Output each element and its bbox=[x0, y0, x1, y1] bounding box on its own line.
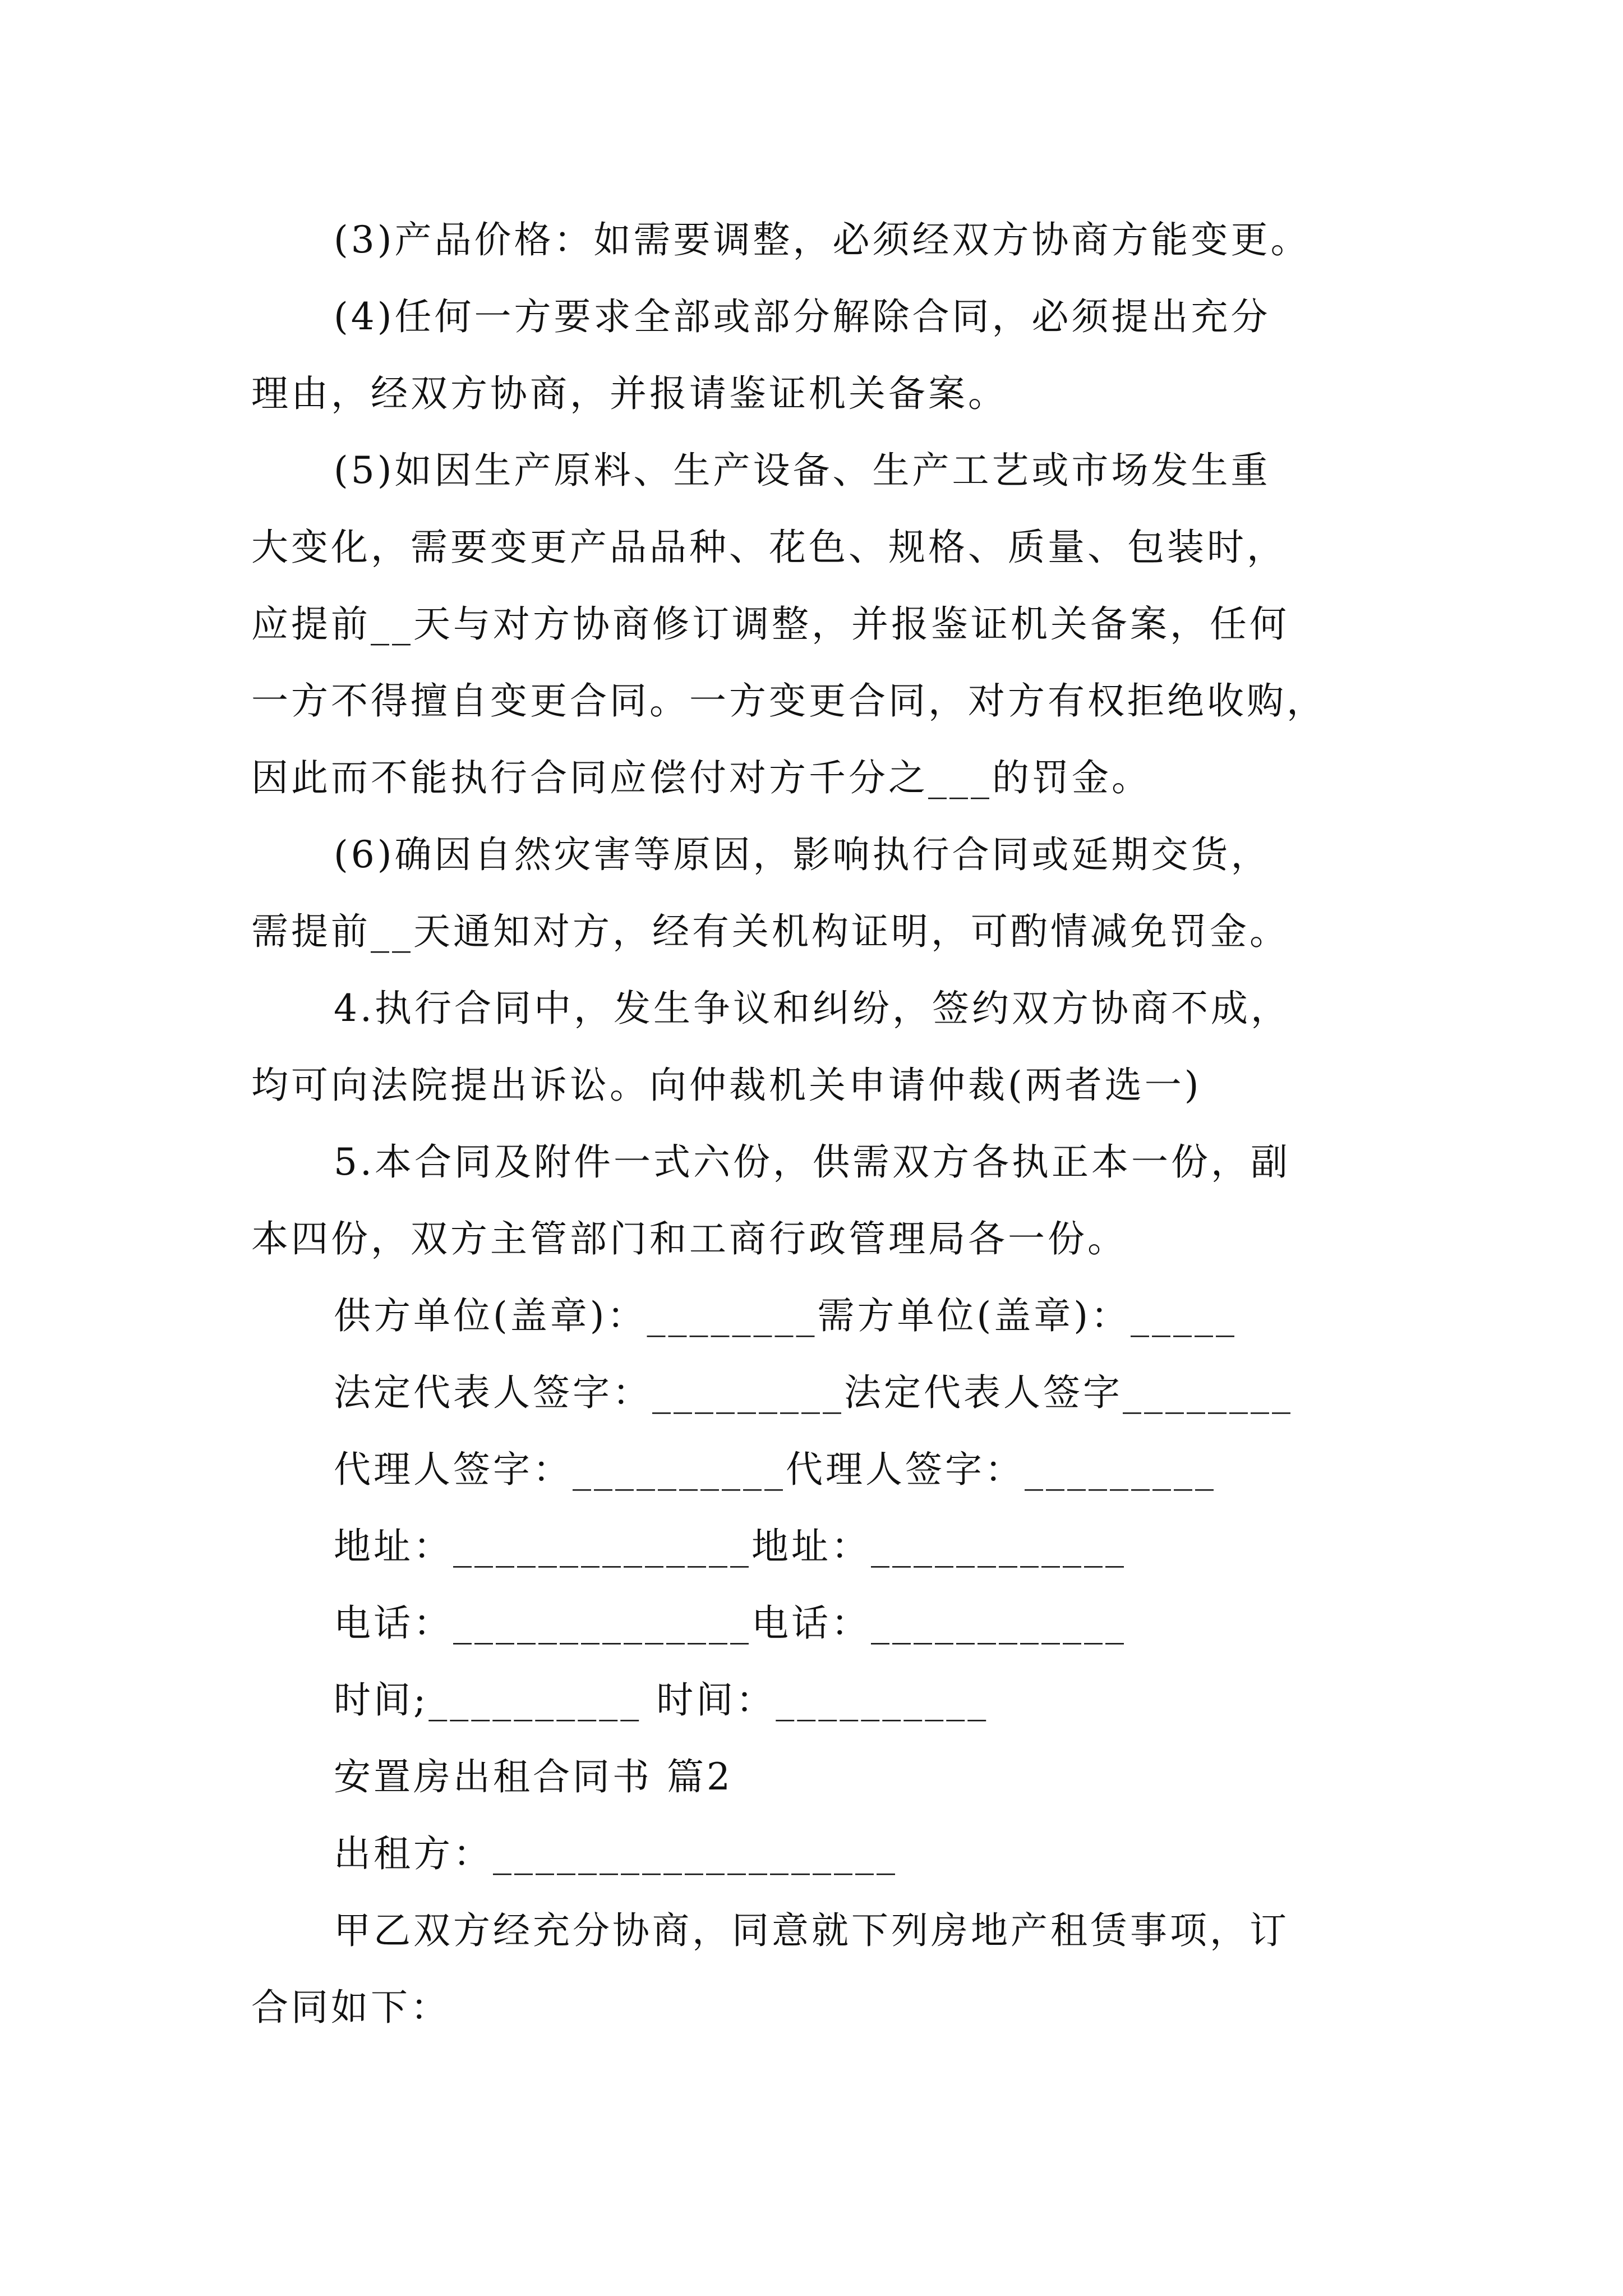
clause-5-change-line2: 大变化，需要变更产品品种、花色、规格、质量、包装时， bbox=[251, 526, 1287, 569]
clause-5-change-line1: (5)如因生产原料、生产设备、生产工艺或市场发生重 bbox=[334, 449, 1271, 492]
section-5-copies-line2: 本四份，双方主管部门和工商行政管理局各一份。 bbox=[251, 1217, 1127, 1260]
signature-phone: 电话：______________电话：____________ bbox=[334, 1602, 1127, 1645]
clause-5-change-line5: 因此而不能执行合同应偿付对方千分之___的罚金。 bbox=[251, 756, 1151, 799]
agreement-intro-line1: 甲乙双方经充分协商，同意就下列房地产租赁事项，订 bbox=[334, 1909, 1289, 1952]
clause-6-force-majeure-line1: (6)确因自然灾害等原因，影响执行合同或延期交货， bbox=[334, 833, 1271, 876]
signature-address: 地址：______________地址：____________ bbox=[334, 1525, 1127, 1568]
clause-5-change-line4: 一方不得擅自变更合同。一方变更合同，对方有权拒绝收购， bbox=[251, 679, 1326, 723]
signature-unit-seal: 供方单位(盖章)：________需方单位(盖章)：_____ bbox=[334, 1294, 1237, 1337]
section-4-dispute-line1: 4.执行合同中，发生争议和纠纷，签约双方协商不成， bbox=[334, 987, 1290, 1030]
signature-date: 时间;__________ 时间：__________ bbox=[334, 1678, 989, 1722]
agreement-intro-line2: 合同如下： bbox=[251, 1986, 450, 2029]
clause-4-termination-line2: 理由，经双方协商，并报请鉴证机关备案。 bbox=[251, 372, 1008, 415]
clause-3-price: (3)产品价格：如需要调整，必须经双方协商方能变更。 bbox=[334, 218, 1311, 261]
clause-5-change-line3: 应提前__天与对方协商修订调整，并报鉴证机关备案，任何 bbox=[251, 602, 1289, 646]
clause-4-termination-line1: (4)任何一方要求全部或部分解除合同，必须提出充分 bbox=[334, 295, 1271, 338]
signature-legal-representative: 法定代表人签字：_________法定代表人签字________ bbox=[334, 1371, 1293, 1414]
section-4-dispute-line2: 均可向法院提出诉讼。向仲裁机关申请仲裁(两者选一) bbox=[251, 1064, 1202, 1107]
signature-agent: 代理人签字：__________代理人签字：_________ bbox=[334, 1448, 1216, 1491]
clause-6-force-majeure-line2: 需提前__天通知对方，经有关机构证明，可酌情减免罚金。 bbox=[251, 910, 1289, 953]
contract-title-part2: 安置房出租合同书 篇2 bbox=[334, 1755, 733, 1798]
section-5-copies-line1: 5.本合同及附件一式六份，供需双方各执正本一份，副 bbox=[334, 1140, 1290, 1184]
lessor-field: 出租方：___________________ bbox=[334, 1832, 898, 1875]
